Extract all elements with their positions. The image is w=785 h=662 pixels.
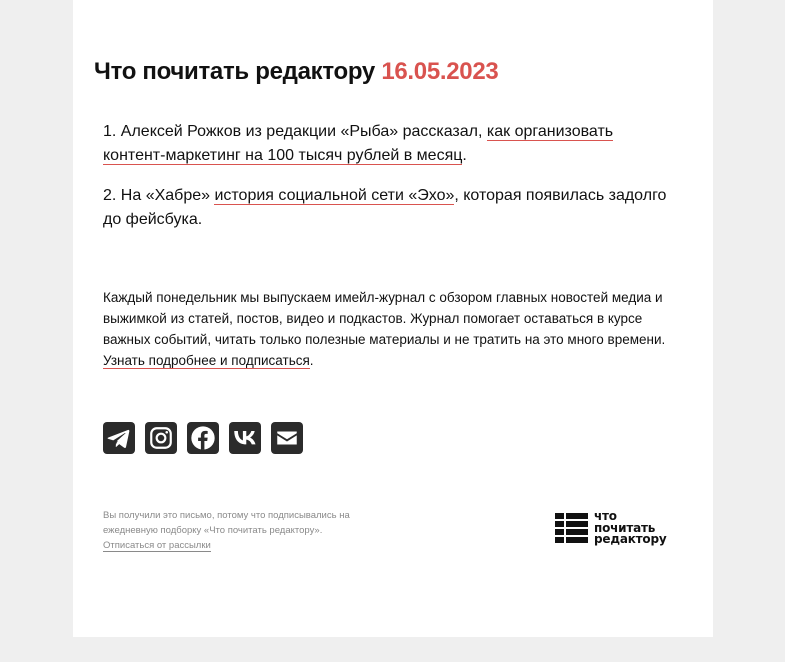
logo-line-3: редактору <box>594 532 667 547</box>
email-icon <box>274 425 300 451</box>
logo-line-1: что <box>594 509 617 524</box>
telegram-icon <box>106 425 132 451</box>
email-card <box>73 0 713 637</box>
instagram-button[interactable] <box>145 422 177 454</box>
title-text: Что почитать редактору <box>94 58 375 85</box>
article-list <box>103 120 678 248</box>
article-2-suffix: , которая появилась задолго до фейсбука. <box>103 187 667 228</box>
list-item <box>103 184 678 232</box>
logo-wordmark <box>594 511 666 546</box>
instagram-icon <box>148 425 174 451</box>
about-paragraph <box>103 287 688 371</box>
article-1-link[interactable]: как организовать контент-маркетинг на 100 тысяч рублей в месяц <box>103 123 614 164</box>
vk-icon <box>231 424 259 452</box>
footer-notice <box>103 508 383 553</box>
facebook-button[interactable] <box>187 422 219 454</box>
logo-line-2: почитать <box>594 520 656 535</box>
article-1-prefix: 1. Алексей Рожков из редакции «Рыба» рассказал, <box>103 123 487 140</box>
about-suffix: . <box>309 353 314 368</box>
telegram-button[interactable] <box>103 422 135 454</box>
list-item <box>103 120 678 168</box>
article-1-suffix: . <box>462 147 467 164</box>
logo-bars-icon <box>555 511 588 546</box>
email-button[interactable] <box>271 422 303 454</box>
about-section <box>103 287 688 371</box>
about-text: Каждый понедельник мы выпускаем имейл-журнал с обзором главных новостей медиа и выжимкой из статей, постов, видео и подкастов. Журнал помогает оставаться в курсе важных событий, читать только полезные материалы и не тратить на это много времени. <box>103 290 666 347</box>
footer-notice-text: Вы получили это письмо, потому что подписывались на ежедневную подборку «Что почитать редактору». <box>103 510 350 536</box>
social-links <box>103 422 303 454</box>
article-2-link[interactable]: история социальной сети «Эхо» <box>214 187 455 204</box>
page-title <box>94 58 498 86</box>
logo[interactable] <box>555 511 666 546</box>
subscribe-link[interactable]: Узнать подробнее и подписаться <box>103 353 310 368</box>
article-2-prefix: 2. На «Хабре» <box>103 187 215 204</box>
issue-date: 16.05.2023 <box>381 58 499 85</box>
vk-button[interactable] <box>229 422 261 454</box>
unsubscribe-link[interactable]: Отписаться от рассылки <box>103 540 211 551</box>
facebook-icon <box>189 424 217 452</box>
